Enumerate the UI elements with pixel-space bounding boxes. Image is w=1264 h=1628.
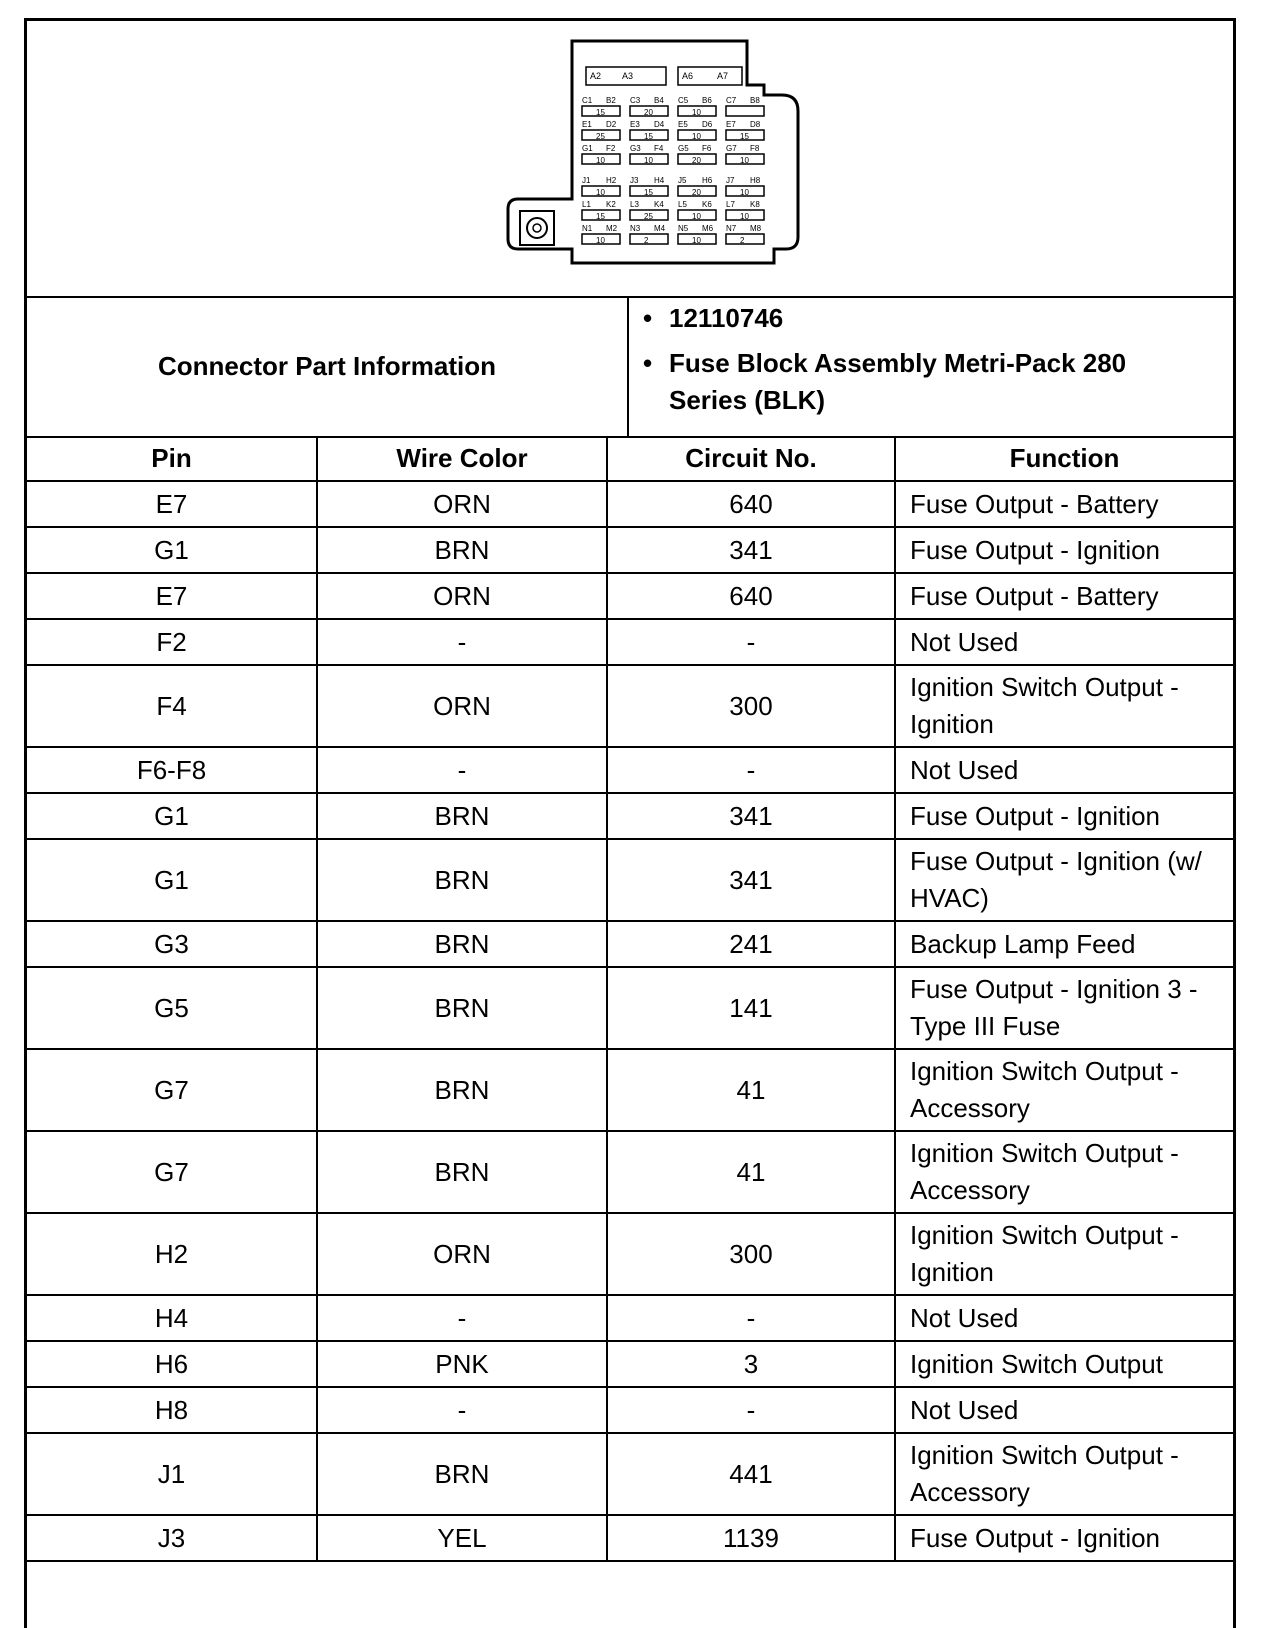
wire-color-cell: BRN [317, 967, 607, 1049]
fuse-label: F6 [702, 144, 712, 153]
header-circuit-no: Circuit No. [607, 436, 895, 481]
relay-row [586, 67, 742, 85]
part-description-line [643, 345, 1223, 419]
fuse-label: D8 [750, 120, 761, 129]
function-cell: Fuse Output - Battery [895, 481, 1233, 527]
table-header-row [27, 436, 1233, 481]
fuse-label: N1 [582, 224, 593, 233]
circuit-cell: - [607, 1295, 895, 1341]
table-row [27, 1213, 1233, 1295]
table-row [27, 1433, 1233, 1515]
mounting-bolt-center [533, 224, 541, 232]
fuse-label: G3 [630, 144, 641, 153]
wire-color-cell: - [317, 747, 607, 793]
fuse-label: M4 [654, 224, 666, 233]
fuse-amperage: 2 [644, 236, 649, 245]
mounting-bolt-icon [527, 218, 547, 238]
fuse-label: L5 [678, 200, 687, 209]
fuse-amperage: 10 [596, 188, 605, 197]
pin-cell: J1 [27, 1433, 317, 1515]
function-cell: Ignition Switch Output - Accessory [895, 1433, 1233, 1515]
table-row [27, 1295, 1233, 1341]
circuit-cell: 341 [607, 527, 895, 573]
bullet-icon: • [643, 303, 653, 333]
wire-color-cell: BRN [317, 921, 607, 967]
pin-cell: F4 [27, 665, 317, 747]
fuse-amperage: 10 [596, 156, 605, 165]
fuse-label: J1 [582, 176, 591, 185]
function-cell: Fuse Output - Ignition [895, 527, 1233, 573]
wire-color-cell: BRN [317, 1433, 607, 1515]
pin-cell: G7 [27, 1049, 317, 1131]
circuit-cell: 640 [607, 481, 895, 527]
fuse-label: E3 [630, 120, 640, 129]
wire-color-cell: - [317, 1387, 607, 1433]
fuse-label: B4 [654, 96, 664, 105]
wire-color-cell: - [317, 1295, 607, 1341]
fuse-label: C3 [630, 96, 641, 105]
circuit-cell: 341 [607, 793, 895, 839]
table-row [27, 1341, 1233, 1387]
fuse-label: B6 [702, 96, 712, 105]
fuse-label: G1 [582, 144, 593, 153]
fuse-amperage: 10 [692, 132, 701, 141]
fuse-label: K8 [750, 200, 760, 209]
mounting-bolt-frame [520, 211, 554, 245]
fuse-amperage: 15 [644, 132, 653, 141]
fuse-label: H8 [750, 176, 761, 185]
table-row [27, 1515, 1233, 1561]
circuit-cell: 141 [607, 967, 895, 1049]
pin-cell: G1 [27, 793, 317, 839]
fuse-label: J7 [726, 176, 735, 185]
wire-color-cell: BRN [317, 1131, 607, 1213]
fuse-amperage: 20 [692, 188, 701, 197]
header-pin: Pin [27, 436, 317, 481]
fuse-label: L3 [630, 200, 639, 209]
circuit-cell: 41 [607, 1131, 895, 1213]
fuse-amperage: 10 [740, 156, 749, 165]
fuse-amperage: 10 [596, 236, 605, 245]
table-row [27, 921, 1233, 967]
relay-label: A2 [590, 71, 602, 81]
bullet-icon: • [643, 348, 653, 378]
function-cell: Fuse Output - Battery [895, 573, 1233, 619]
fuse-label: G7 [726, 144, 737, 153]
function-cell: Not Used [895, 619, 1233, 665]
table-row [27, 1049, 1233, 1131]
function-cell: Fuse Output - Ignition [895, 1515, 1233, 1561]
fuse-label: F2 [606, 144, 616, 153]
fuse-amperage: 2 [740, 236, 745, 245]
document-page [24, 18, 1236, 1628]
fuse-amperage: 15 [644, 188, 653, 197]
wire-color-cell: ORN [317, 573, 607, 619]
function-cell: Ignition Switch Output - Ignition [895, 665, 1233, 747]
table-row [27, 967, 1233, 1049]
function-cell: Backup Lamp Feed [895, 921, 1233, 967]
fuse-amperage: 25 [596, 132, 605, 141]
function-cell: Ignition Switch Output [895, 1341, 1233, 1387]
table-row [27, 527, 1233, 573]
fuse-label: D2 [606, 120, 617, 129]
fuse-amperage: 10 [692, 108, 701, 117]
fuse-label: L1 [582, 200, 591, 209]
pin-cell: H4 [27, 1295, 317, 1341]
table-row [27, 481, 1233, 527]
circuit-cell: 41 [607, 1049, 895, 1131]
fuse-label: H6 [702, 176, 713, 185]
fuse-amperage: 20 [692, 156, 701, 165]
pin-table [27, 436, 1233, 1562]
fuse-label: K4 [654, 200, 664, 209]
table-row [27, 747, 1233, 793]
circuit-cell: 3 [607, 1341, 895, 1387]
relay-label: A3 [622, 71, 634, 81]
connector-part-info [27, 296, 1233, 438]
header-wire-color: Wire Color [317, 436, 607, 481]
circuit-cell: 300 [607, 665, 895, 747]
fuse-label: C5 [678, 96, 689, 105]
fuse-grid [582, 96, 764, 245]
circuit-cell: 241 [607, 921, 895, 967]
fuse-amperage: 10 [692, 236, 701, 245]
circuit-cell: 1139 [607, 1515, 895, 1561]
fuse-amperage: 15 [596, 108, 605, 117]
fuse-block-diagram [502, 37, 802, 272]
pin-cell: G1 [27, 527, 317, 573]
table-row [27, 573, 1233, 619]
pin-cell: F2 [27, 619, 317, 665]
fuse-label: E5 [678, 120, 688, 129]
relay-label: A6 [682, 71, 694, 81]
pin-cell: H6 [27, 1341, 317, 1387]
fuse-label: N5 [678, 224, 689, 233]
function-cell: Not Used [895, 1387, 1233, 1433]
part-number-line [643, 300, 1223, 337]
pin-cell: H2 [27, 1213, 317, 1295]
table-row [27, 665, 1233, 747]
fuse-label: B8 [750, 96, 760, 105]
fuse-label: K6 [702, 200, 712, 209]
fuse-label: L7 [726, 200, 735, 209]
circuit-cell: 300 [607, 1213, 895, 1295]
fuse-amperage: 10 [644, 156, 653, 165]
function-cell: Fuse Output - Ignition [895, 793, 1233, 839]
wire-color-cell: ORN [317, 1213, 607, 1295]
fuse-label: D4 [654, 120, 665, 129]
circuit-cell: - [607, 1387, 895, 1433]
pin-cell: G7 [27, 1131, 317, 1213]
wire-color-cell: BRN [317, 1049, 607, 1131]
wire-color-cell: - [317, 619, 607, 665]
fuse-slot [726, 106, 764, 116]
relay-label: A7 [717, 71, 729, 81]
part-number: 12110746 [669, 303, 784, 333]
fuse-label: D6 [702, 120, 713, 129]
fuse-label: G5 [678, 144, 689, 153]
fuse-label: N7 [726, 224, 737, 233]
part-info-values [629, 296, 1233, 436]
table-row [27, 793, 1233, 839]
fuse-slot [630, 234, 668, 244]
fuse-label: M6 [702, 224, 714, 233]
pin-cell: J3 [27, 1515, 317, 1561]
fuse-slot [726, 234, 764, 244]
circuit-cell: 441 [607, 1433, 895, 1515]
fuse-amperage: 10 [692, 212, 701, 221]
function-cell: Not Used [895, 1295, 1233, 1341]
pin-cell: E7 [27, 573, 317, 619]
fuse-label: J5 [678, 176, 687, 185]
fuse-label: F8 [750, 144, 760, 153]
function-cell: Fuse Output - Ignition 3 - Type III Fuse [895, 967, 1233, 1049]
fuse-label: B2 [606, 96, 616, 105]
wire-color-cell: PNK [317, 1341, 607, 1387]
fuse-label: E7 [726, 120, 736, 129]
fuse-label: C7 [726, 96, 737, 105]
pin-cell: E7 [27, 481, 317, 527]
table-row [27, 839, 1233, 921]
wire-color-cell: YEL [317, 1515, 607, 1561]
pin-cell: F6-F8 [27, 747, 317, 793]
wire-color-cell: BRN [317, 839, 607, 921]
fuse-label: C1 [582, 96, 593, 105]
fuse-label: J3 [630, 176, 639, 185]
fuse-amperage: 10 [740, 188, 749, 197]
function-cell: Not Used [895, 747, 1233, 793]
fuse-amperage: 20 [644, 108, 653, 117]
fuse-label: E1 [582, 120, 592, 129]
fuse-label: H2 [606, 176, 617, 185]
circuit-cell: - [607, 619, 895, 665]
fuse-amperage: 15 [740, 132, 749, 141]
function-cell: Ignition Switch Output - Accessory [895, 1049, 1233, 1131]
circuit-cell: - [607, 747, 895, 793]
function-cell: Ignition Switch Output - Accessory [895, 1131, 1233, 1213]
pin-cell: G1 [27, 839, 317, 921]
part-info-label: Connector Part Information [27, 296, 629, 436]
wire-color-cell: BRN [317, 527, 607, 573]
circuit-cell: 341 [607, 839, 895, 921]
wire-color-cell: ORN [317, 481, 607, 527]
function-cell: Ignition Switch Output - Ignition [895, 1213, 1233, 1295]
pin-cell: H8 [27, 1387, 317, 1433]
fuse-label: K2 [606, 200, 616, 209]
fuse-block-diagram-area [27, 21, 1233, 298]
fuse-label: H4 [654, 176, 665, 185]
fuse-label: M8 [750, 224, 762, 233]
fuse-label: F4 [654, 144, 664, 153]
pin-cell: G5 [27, 967, 317, 1049]
part-description: Fuse Block Assembly Metri-Pack 280 Series (BLK) [669, 348, 1127, 415]
table-row [27, 619, 1233, 665]
fuse-label: M2 [606, 224, 618, 233]
fuse-amperage: 10 [740, 212, 749, 221]
wire-color-cell: ORN [317, 665, 607, 747]
table-row [27, 1131, 1233, 1213]
header-function: Function [895, 436, 1233, 481]
function-cell: Fuse Output - Ignition (w/ HVAC) [895, 839, 1233, 921]
fuse-amperage: 25 [644, 212, 653, 221]
table-row [27, 1387, 1233, 1433]
wire-color-cell: BRN [317, 793, 607, 839]
fuse-amperage: 15 [596, 212, 605, 221]
pin-cell: G3 [27, 921, 317, 967]
circuit-cell: 640 [607, 573, 895, 619]
fuse-label: N3 [630, 224, 641, 233]
